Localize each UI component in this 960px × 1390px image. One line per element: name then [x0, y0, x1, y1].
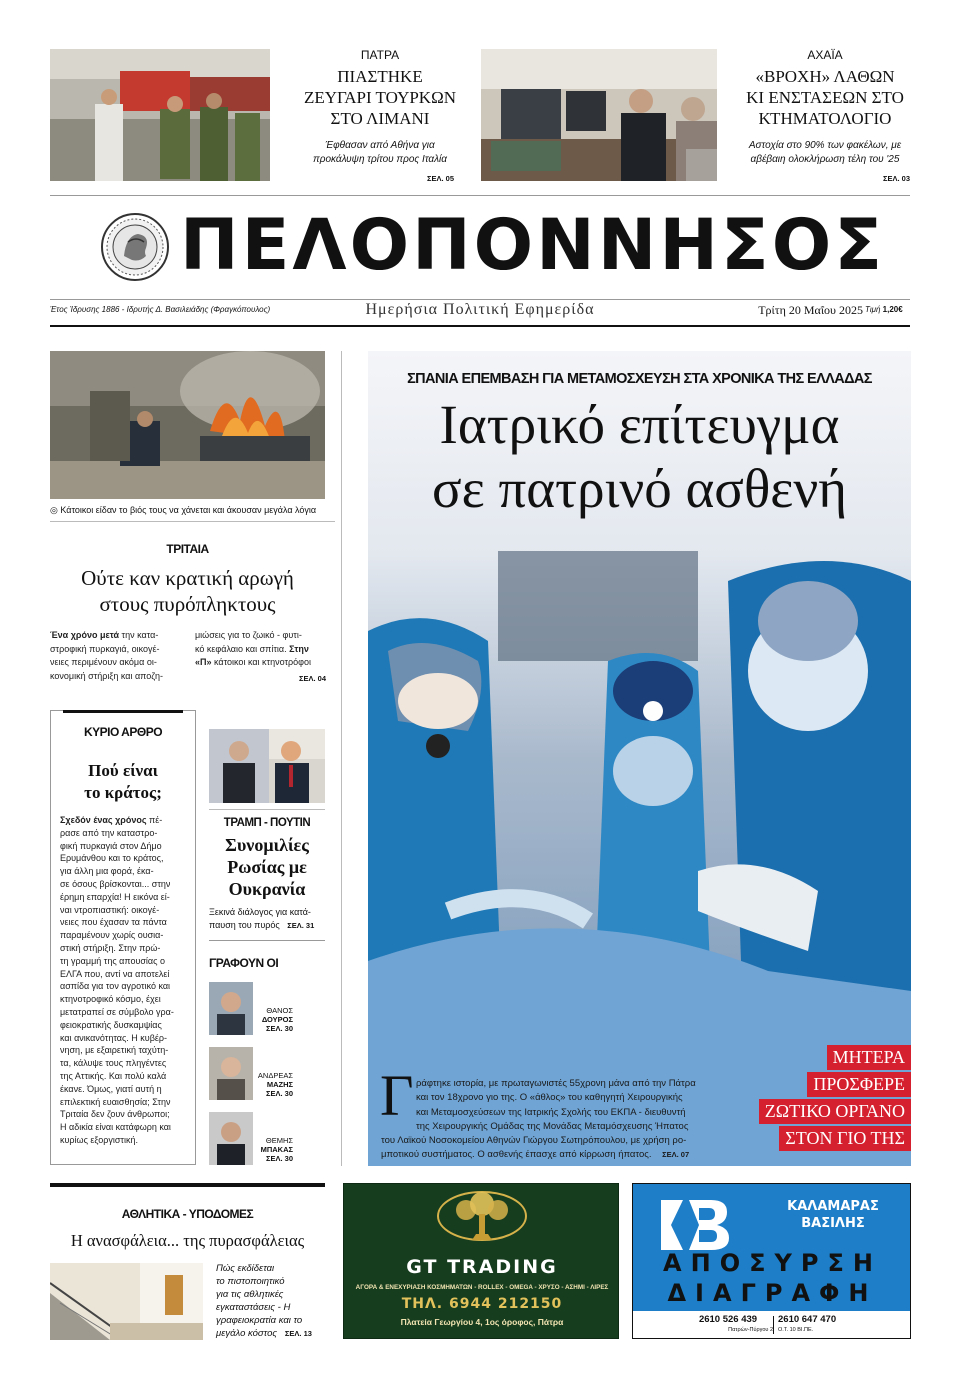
kalamaras-ad[interactable] — [632, 1183, 911, 1339]
camera-icon: ◎ — [50, 505, 58, 515]
top-left-kicker: ΠΑΤΡΑ — [360, 48, 400, 62]
editorial-kicker: ΚΥΡΙΟ ΑΡΘΡΟ — [83, 725, 163, 739]
kalamaras-phone-divider — [773, 1316, 774, 1334]
sports-body: Πώς εκδίδεται το πιστοποιητικό για τις αθλητικές εγκαταστάσεις - Η γραφειοκρατία και το μεγάλο κόστος ΣΕΛ. 13 — [216, 1263, 312, 1339]
main-dropcap: Γ — [380, 1063, 414, 1128]
kalamaras-logo-icon — [653, 1196, 733, 1254]
writer-page-ref: ΣΕΛ. 30 — [265, 1024, 293, 1033]
writer-page-ref: ΣΕΛ. 30 — [265, 1089, 293, 1098]
fire-body-col1: Ένα χρόνο μετά την κατα- στροφική πυρκαγιά, οικογέ- νειες περιμένουν ακόμα οι- κονομική στήριξη και αποζη- — [50, 630, 164, 681]
masthead-price: 1,20€ — [882, 305, 903, 314]
masthead-tagline: Ημερήσια Πολιτική Εφημερίδα — [365, 301, 595, 318]
masthead-bottom-rule — [50, 299, 910, 300]
main-body: ράφτηκε ιστορία, με πρωταγωνιστές 55χρονη μάνα από την Πάτρα και τον 18χρονο γιο της. Ο «άθλος» του καθηγητή Χειρουργικής και Μεταμοσχεύσεων της Ιατρικής Σχολής του ΕΚΠΑ - διευθυντή της Χειρουργικής Ομάδας της Μονάδας Μεταμόσχευσης Ήπατος του Λαϊκού Νοσοκομείου Αθηνών Γιώργου Σωτηρόπουλου, με χρήση ρο- μποτικού συστήματος. Ο ασθενής έπασχε από κίρρωση ήπατος. ΣΕΛ. 07 — [381, 1078, 696, 1161]
column-divider — [341, 351, 342, 1166]
fire-kicker: ΤΡΙΤΑΙΑ — [166, 542, 209, 556]
writer-last-name: ΜΑΖΗΣ — [266, 1080, 293, 1089]
cadastre-office-photo — [481, 49, 717, 181]
trump-subhead: Ξεκινά διάλογος για κατά- παυση του πυρός ΣΕΛ. 31 — [209, 907, 315, 930]
top-right-page-ref: ΣΕΛ. 03 — [882, 174, 910, 183]
writer-avatar-douros — [209, 982, 253, 1035]
port-photo — [50, 49, 270, 181]
writer-last-name: ΜΠΑΚΑΣ — [260, 1145, 293, 1154]
kalamaras-line2: ΔΙΑΓΡΑΦΗ — [667, 1279, 878, 1307]
sports-kicker: ΑΘΛΗΤΙΚΑ - ΥΠΟΔΟΜΕΣ — [121, 1207, 254, 1221]
writer-page-ref: ΣΕΛ. 30 — [265, 1154, 293, 1163]
top-left-page-ref: ΣΕΛ. 05 — [426, 174, 454, 183]
kalamaras-phone-2: 2610 647 470 — [778, 1314, 837, 1325]
fire-body-col2: μιώσεις για το ζωικό - φυτι- κό κεφάλαιο και σπίτια. Στην «Π» κάτοικοι και κτηνοτρόφοι — [195, 630, 311, 667]
trump-kicker: ΤΡΑΜΠ - ΠΟΥΤΙΝ — [223, 817, 311, 829]
badge-line: ΠΡΟΣΦΕΡΕ — [807, 1072, 911, 1097]
editorial-body: Σχεδόν ένας χρόνος πέ- ρασε από την καταστρο- φική πυρκαγιά στον Δήμο Ερυμάνθου και το κράτος, για άλλη μια φορά, έκα- σε όσους βρίσκονται... στην έρημη επαρχία! Η εικόνα εί- ναι ντροπιαστική: οικογέ- νειες που έχασαν τα πάντα παραμένουν χωρίς ουσια- στική στήριξη. Στην πρώ- τη γραμμή της απουσίας ο ΕΛΓΑ που, αντί να αποτελεί ασπίδα για τον αγροτικό και κτηνοτροφικό κόσμο, έχει μετατραπεί σε σύμβολο γρα- φειοκρατικής δυσκαμψίας και ανικανότητας. Η κυβέρ- νηση, με εξαιρετική ταχύτη- τα, κάλυψε τους πληγέντες της Αττικής. Και πολύ καλά έκανε. Όμως, γιατί αυτή η επιλεκτική ευαισθησία; Στην Τριταία δεν ζουν άνθρωποι; Η αδικία είναι κατάφωρη και κυρίως εξοργιστική. — [60, 815, 174, 1145]
badge-line: ΜΗΤΕΡΑ — [827, 1045, 911, 1070]
top-right-subhead: Αστοχία στο 90% των φακέλων, με αβέβαιη ολοκλήρωση τέλη του '25 — [748, 140, 902, 165]
gt-trading-ad[interactable] — [343, 1183, 619, 1339]
tree-logo-icon — [432, 1188, 532, 1256]
trump-putin-photo — [209, 729, 325, 803]
sports-headline: Η ανασφάλεια... της πυρασφάλειας — [70, 1231, 305, 1250]
top-left-subhead: Έφθασαν από Αθήνα για προκάλυψη τρίτου προς Ιταλία — [313, 140, 447, 165]
fire-caption-rule — [50, 521, 335, 522]
top-right-headline: «ΒΡΟΧΗ» ΛΑΘΩΝ ΚΙ ΕΝΣΤΑΣΕΩΝ ΣΤΟ ΚΤΗΜΑΤΟΛΟΓΙΟ — [746, 67, 904, 128]
sports-page-ref: ΣΕΛ. 13 — [284, 1329, 312, 1338]
main-kicker: ΣΠΑΝΙΑ ΕΠΕΜΒΑΣΗ ΓΙΑ ΜΕΤΑΜΟΣΧΕΥΣΗ ΣΤΑ ΧΡΟΝΙΚΑ ΤΗΣ ΕΛΛΑΔΑΣ — [407, 371, 872, 387]
kalamaras-name: ΚΑΛΑΜΑΡΑΣ ΒΑΣΙΛΗΣ — [787, 1199, 879, 1231]
mother-badge — [727, 1045, 911, 1151]
writer-last-name: ΔΟΥΡΟΣ — [261, 1015, 293, 1024]
kalamaras-phone-1: 2610 526 439 — [698, 1314, 758, 1325]
writers-kicker: ΓΡΑΦΟΥΝ ΟΙ — [209, 956, 279, 970]
writer-first-name: ΘΑΝΟΣ — [266, 1006, 293, 1015]
trump-photo-rule — [209, 809, 325, 810]
fire-photo — [50, 351, 325, 499]
stairs-photo — [50, 1263, 203, 1340]
writer-first-name: ΘΕΜΗΣ — [265, 1136, 293, 1145]
badge-line: ΣΤΟΝ ΓΙΟ ΤΗΣ — [779, 1126, 911, 1151]
fire-headline: Ούτε καν κρατική αρωγή στους πυρόπληκτους — [81, 566, 294, 616]
sports-top-bar — [50, 1183, 325, 1187]
kalamaras-address-2: Ο.Τ. 10 ΒΙ.ΠΕ. — [778, 1327, 814, 1333]
badge-line: ΖΩΤΙΚΟ ΟΡΓΑΝΟ — [759, 1099, 911, 1124]
masthead-title: ΠΕΛΟΠΟΝΝΗΣΟΣ — [180, 204, 886, 286]
trump-headline: Συνομιλίες Ρωσίας με Ουκρανία — [225, 835, 309, 899]
gt-trading-address: Πλατεία Γεωργίου 4, 1ος όροφος, Πάτρα — [400, 1317, 564, 1327]
trump-bottom-rule — [209, 940, 325, 941]
masthead-top-rule — [50, 195, 910, 196]
masthead-logo-medallion — [100, 212, 170, 282]
editorial-top-bar — [63, 710, 183, 713]
fire-page-ref: ΣΕΛ. 04 — [298, 674, 326, 683]
gt-trading-phone: ΤΗΛ. 6944 212150 — [401, 1296, 563, 1312]
editorial-headline: Πού είναι το κράτος; — [84, 761, 162, 802]
masthead-founding: Έτος Ίδρυσης 1886 - Ιδρυτής Δ. Βασιλειάδης (Φραγκόπουλος) — [50, 305, 271, 314]
gt-trading-services: ΑΓΟΡΑ & ΕΝΕΧΥΡΙΑΣΗ ΚΟΣΜΗΜΑΤΩΝ - ROLLEX - OMEGA - ΧΡΥΣΟ - ΑΣΗΜΙ - ΛΙΡΕΣ — [355, 1284, 609, 1291]
masthead-price-label: Τιμή — [865, 305, 881, 314]
fire-photo-caption: Κάτοικοι είδαν το βιός τους να χάνεται και άκουσαν μεγάλα λόγια — [60, 505, 317, 515]
main-page-ref: ΣΕΛ. 07 — [662, 1150, 690, 1160]
writer-first-name: ΑΝΔΡΕΑΣ — [257, 1071, 293, 1080]
writer-avatar-mazis — [209, 1047, 253, 1100]
top-right-kicker: ΑΧΑΪΑ — [807, 48, 843, 62]
masthead-date: Τρίτη 20 Μαΐου 2025 — [758, 303, 863, 317]
trump-page-ref: ΣΕΛ. 31 — [287, 921, 315, 930]
kalamaras-address-1: Πατρών-Πύργου 2 — [728, 1327, 773, 1333]
kalamaras-line1: ΑΠΟΣΥΡΣΗ — [663, 1249, 882, 1277]
gt-trading-brand: GT TRADING — [406, 1256, 558, 1278]
top-left-headline: ΠΙΑΣΤΗΚΕ ΖΕΥΓΑΡΙ ΤΟΥΡΚΩΝ ΣΤΟ ΛΙΜΑΝΙ — [303, 67, 456, 128]
main-headline: Ιατρικό επίτευγμα σε πατρινό ασθενή — [431, 394, 848, 519]
masthead-thick-rule — [50, 325, 910, 327]
writer-avatar-mpakas — [209, 1112, 253, 1165]
